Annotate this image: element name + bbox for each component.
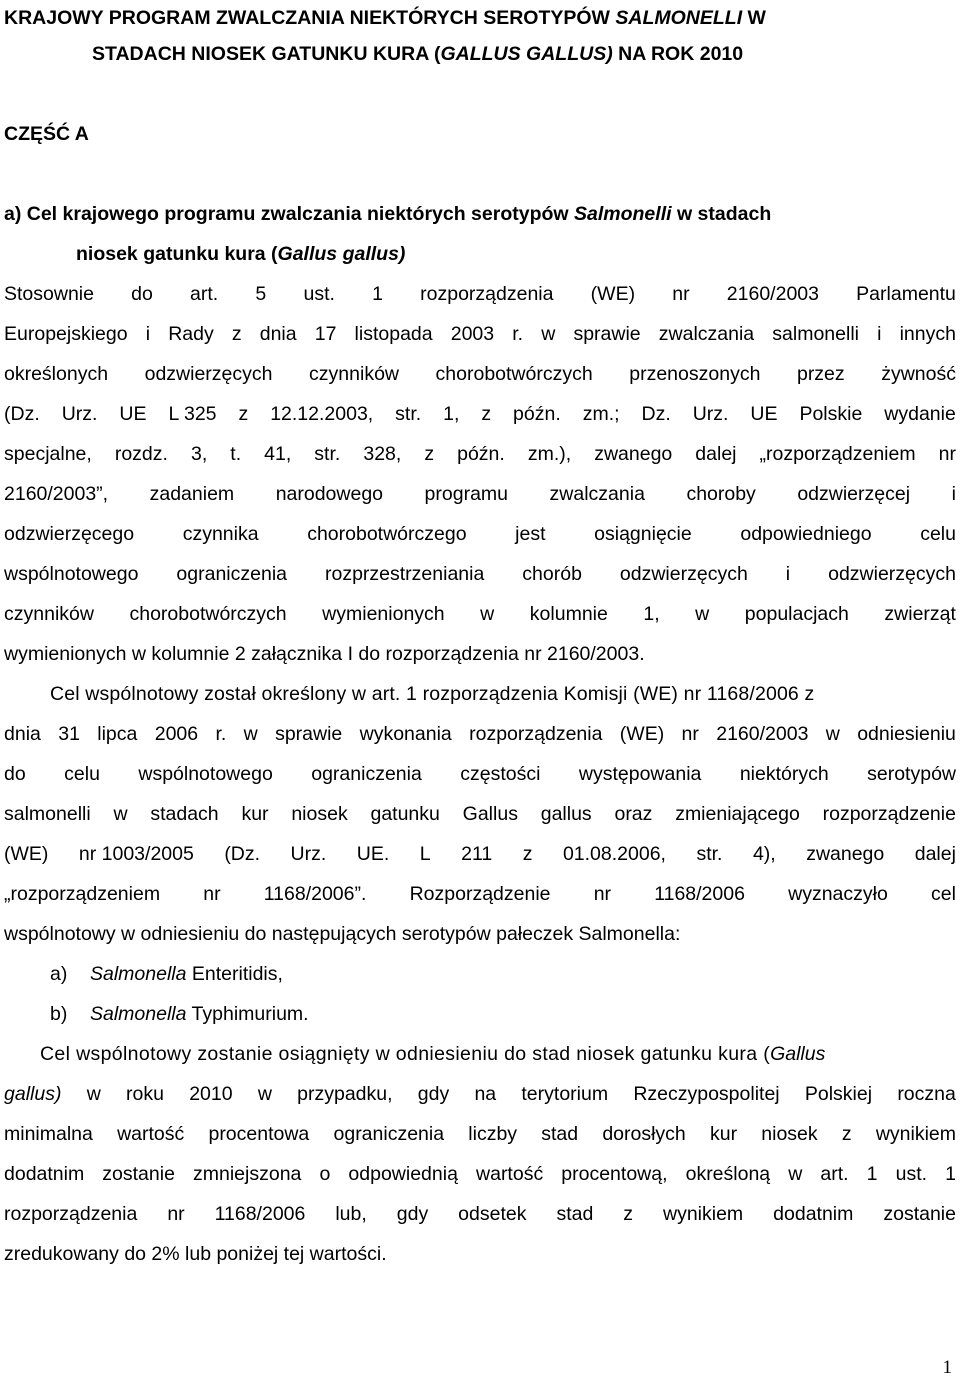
word: L [419,843,431,865]
word: sprawie [573,323,641,345]
document-title-line-2 [92,34,960,74]
word: w [257,1083,272,1105]
paragraph-text: Cel wspólnotowy zostanie osiągnięty w odniesieniu do stad niosek gatunku kura ( [40,1043,771,1065]
list-text: Typhimurium. [186,1003,309,1025]
paragraph-line [4,874,956,914]
word: czynnika [182,523,259,545]
word: Dz. [641,403,671,425]
word: Rady [168,323,214,345]
word: 31 [58,723,80,745]
word: i [877,323,882,345]
word: i [785,563,791,585]
word: nr 1003/2005 [78,843,194,865]
word: żywność [881,363,956,385]
word: niosek [291,803,348,825]
word: niektórych [739,763,829,785]
word: odniesieniu [857,723,956,745]
word: do [4,763,26,785]
word: i [951,483,956,505]
word: zmniejszona [193,1163,302,1185]
heading-text: a) Cel krajowego programu zwalczania niektórych serotypów [4,203,574,225]
word: nr [203,883,221,905]
word: str. [395,403,422,425]
word: 01.08.2006, [562,843,666,865]
word: lipca [97,723,138,745]
word: jest [515,523,546,545]
paragraph-line [4,674,956,714]
word: choroby [686,483,756,505]
word: z [424,443,435,465]
word: zm.), [527,443,572,465]
word: wspólnotowego [138,763,273,785]
word: wynikiem [875,1123,956,1145]
word: (WE) [590,283,636,305]
paragraph-line [4,1034,956,1074]
word: (Dz. [224,843,261,865]
word: niosek [761,1123,818,1145]
word: 2160/2003 [716,723,809,745]
word: Rozporządzenie [409,883,551,905]
word: i [145,323,151,345]
paragraph-line [4,1154,956,1194]
word: innych [899,323,956,345]
list-italic: Salmonella [90,1003,187,1025]
word: rozprzestrzeniania [324,563,485,585]
word: na [474,1083,497,1105]
word: Urz. [61,403,98,425]
word: w [541,323,556,345]
word: (WE) [4,843,49,865]
paragraph-line [4,394,956,434]
word: w [113,803,128,825]
paragraph-italic: gallus) [4,1083,62,1105]
word: lub, [335,1203,367,1225]
word: salmonelli [772,323,859,345]
word: L 325 [168,403,217,425]
word: dorosłych [602,1123,686,1145]
word: w [243,723,258,745]
word: str. [696,843,723,865]
word: Urz. [290,843,327,865]
word: Urz. [692,403,729,425]
word: wspólnotowego [4,563,139,585]
word: rozporządzenia [469,723,603,745]
word: Polskie [799,403,863,425]
word: 3, [190,443,208,465]
word: w [480,603,495,625]
word: nr [938,443,956,465]
paragraph-line [4,1194,956,1234]
page-number: 1 [942,1357,952,1378]
word: częstości [460,763,541,785]
word: z [238,403,249,425]
word: nr [167,1203,185,1225]
word: gdy [417,1083,450,1105]
word: nr [681,723,699,745]
word: odpowiednią [348,1163,458,1185]
section-heading-line-1 [4,194,771,234]
word: oraz [614,803,653,825]
word: 5 [255,283,267,305]
word: rozdz. [114,443,168,465]
word: do [131,283,153,305]
word: salmonelli [4,803,91,825]
word: 41, [264,443,292,465]
word: zm.; [582,403,620,425]
word: r. [215,723,227,745]
title-text: STADACH NIOSEK GATUNKU KURA ( [92,43,441,65]
word: „rozporządzeniem [4,883,161,905]
word: ust. [303,283,335,305]
word: liczby [468,1123,518,1145]
word: 2160/2003”, [4,483,109,505]
word: kur [709,1123,738,1145]
word: celu [64,763,100,785]
word: 1, [443,403,460,425]
paragraph-text: Cel wspólnotowy został określony w art. 1 rozporządzenia Komisji (WE) nr 1168/2006 z [50,683,815,705]
word: z [841,1123,852,1145]
word: listopada [354,323,433,345]
word: 1168/2006”. [263,883,367,905]
word: 211 [461,843,493,865]
paragraph-line [4,1114,956,1154]
word: art. [190,283,219,305]
word: chorobotwórczych [129,603,287,625]
word: UE. [356,843,390,865]
word: z [481,403,492,425]
word: zmieniającego [675,803,800,825]
word: stad [541,1123,579,1145]
heading-text: niosek gatunku kura ( [76,243,278,265]
word: r. [512,323,524,345]
list-marker: b) [50,1003,68,1025]
word: wykonania [359,723,452,745]
word: chorobotwórczych [435,363,593,385]
word: roczna [897,1083,956,1105]
word: określoną [685,1163,771,1185]
word: (WE) [619,723,665,745]
word: chorób [522,563,582,585]
word: wynikiem [663,1203,744,1225]
paragraph-2 [4,674,956,954]
word: dnia [4,723,41,745]
document-title-line-1 [4,0,956,38]
word: odzwierzęcych [144,363,273,385]
word: odzwierzęcej [797,483,911,505]
word: zwierząt [884,603,956,625]
word: sprawie [275,723,343,745]
paragraph-line [4,474,956,514]
word: wyznaczyło [788,883,888,905]
list-marker: a) [50,963,68,985]
paragraph-line [4,714,956,754]
word: 1 [372,283,383,305]
word: gdy [396,1203,429,1225]
word: Parlamentu [856,283,956,305]
paragraph-line [4,274,956,314]
word: rozporządzenia [4,1203,138,1225]
word: późn. [513,403,561,425]
word: zwanego [594,443,673,465]
word: serotypów [867,763,956,785]
paragraph-line: zredukowany do 2% lub poniżej tej wartości. [4,1243,387,1265]
word: z [623,1203,634,1225]
word: kur [241,803,269,825]
word: późn. [457,443,505,465]
word: dodatnim [773,1203,854,1225]
heading-text: w stadach [671,203,772,225]
word: stadach [150,803,219,825]
word: określonych [4,363,109,385]
word: (Dz. [4,403,40,425]
word: w [825,723,840,745]
word: Stosownie [4,283,94,305]
word: wartość [117,1123,185,1145]
word: programu [424,483,509,505]
word: zwalczania [549,483,645,505]
paragraph-line [4,794,956,834]
word: czynników [309,363,399,385]
list-italic: Salmonella [90,963,187,985]
word: cel [930,883,956,905]
heading-italic: Salmonelli [574,203,672,225]
part-heading: CZĘŚĆ A [4,123,89,145]
word: narodowego [275,483,384,505]
title-text: KRAJOWY PROGRAM ZWALCZANIA NIEKTÓRYCH SEROTYPÓW [4,7,616,29]
word: 4), [752,843,776,865]
word: terytorium [521,1083,609,1105]
word: ograniczenia [311,763,422,785]
paragraph-3 [4,1034,956,1274]
paragraph-line [4,1074,956,1114]
paragraph-line: wspólnotowy w odniesieniu do następujących serotypów pałeczek Salmonella: [4,923,681,945]
word: odzwierzęcych [828,563,956,585]
word: minimalna [4,1123,93,1145]
list-text: Enteritidis, [186,963,283,985]
word: Polskiej [804,1083,873,1105]
word: 1168/2006 [654,883,745,905]
list-item [50,954,309,994]
word: ust. [895,1163,928,1185]
paragraph-line [4,314,956,354]
word: 1 [945,1163,956,1185]
paragraph-line [4,354,956,394]
word: roku [126,1083,164,1105]
paragraph-italic: Gallus [770,1043,826,1065]
word: 328, [363,443,402,465]
title-italic: GALLUS GALLUS) [440,43,613,65]
word: z [522,843,533,865]
paragraph-line [4,834,956,874]
word: odzwierzęcego [4,523,135,545]
word: UE [750,403,778,425]
word: wydanie [884,403,956,425]
word: 2010 [189,1083,233,1105]
word: 1, [643,603,660,625]
word: 2006 [154,723,199,745]
word: z [231,323,242,345]
title-italic: SALMONELLI [615,7,743,29]
word: przypadku, [297,1083,393,1105]
word: 1 [866,1163,878,1185]
word: zostanie [883,1203,956,1225]
word: 17 [314,323,337,345]
word: dalej [914,843,956,865]
word: specjalne, [4,443,92,465]
serotype-list [50,954,309,1034]
section-heading-line-2 [76,234,405,274]
word: 2003 [450,323,495,345]
word: gatunku [370,803,440,825]
word: ograniczenia [333,1123,445,1145]
word: nr [593,883,612,905]
paragraph-1 [4,274,956,674]
word: przenoszonych [629,363,761,385]
word: o [319,1163,331,1185]
word: chorobotwórczego [307,523,467,545]
word: 12.12.2003, [270,403,374,425]
word: art. [820,1163,849,1185]
word: wartość [476,1163,544,1185]
paragraph-line [4,514,956,554]
word: zwanego [806,843,885,865]
word: „rozporządzeniem [759,443,916,465]
word: przez [796,363,845,385]
paragraph-line: wymienionych w kolumnie 2 załącznika I do rozporządzenia nr 2160/2003. [4,643,645,665]
word: zostanie [102,1163,175,1185]
word: nr [672,283,690,305]
word: dodatnim [4,1163,85,1185]
word: procentowa [208,1123,310,1145]
word: odsetek [458,1203,527,1225]
paragraph-line [4,554,956,594]
title-text: W [742,7,766,29]
word: zadaniem [149,483,235,505]
paragraph-line [4,434,956,474]
paragraph-line [4,754,956,794]
word: rozporządzenie [822,803,956,825]
title-text: NA ROK 2010 [612,43,744,65]
word: osiągnięcie [594,523,692,545]
word: zwalczania [658,323,755,345]
word: UE [119,403,147,425]
word: rozporządzenia [420,283,554,305]
word: stad [556,1203,594,1225]
word: t. [230,443,242,465]
word: str. [314,443,341,465]
word: czynników [4,603,94,625]
word: odpowiedniego [740,523,872,545]
word: dnia [259,323,297,345]
word: w [86,1083,101,1105]
word: w [788,1163,803,1185]
word: odzwierzęcych [619,563,748,585]
word: Gallus [462,803,518,825]
paragraph-line [4,594,956,634]
word: celu [920,523,956,545]
word: wymienionych [322,603,445,625]
word: populacjach [744,603,849,625]
word: 1168/2006 [214,1203,306,1225]
word: 2160/2003 [726,283,819,305]
word: dalej [695,443,737,465]
word: Rzeczypospolitej [633,1083,780,1105]
word: kolumnie [529,603,608,625]
heading-italic: Gallus gallus) [277,243,406,265]
list-item [50,994,309,1034]
word: występowania [578,763,702,785]
word: ograniczenia [176,563,287,585]
word: procentową, [561,1163,668,1185]
word: gallus [540,803,592,825]
word: Europejskiego [4,323,128,345]
word: w [695,603,710,625]
